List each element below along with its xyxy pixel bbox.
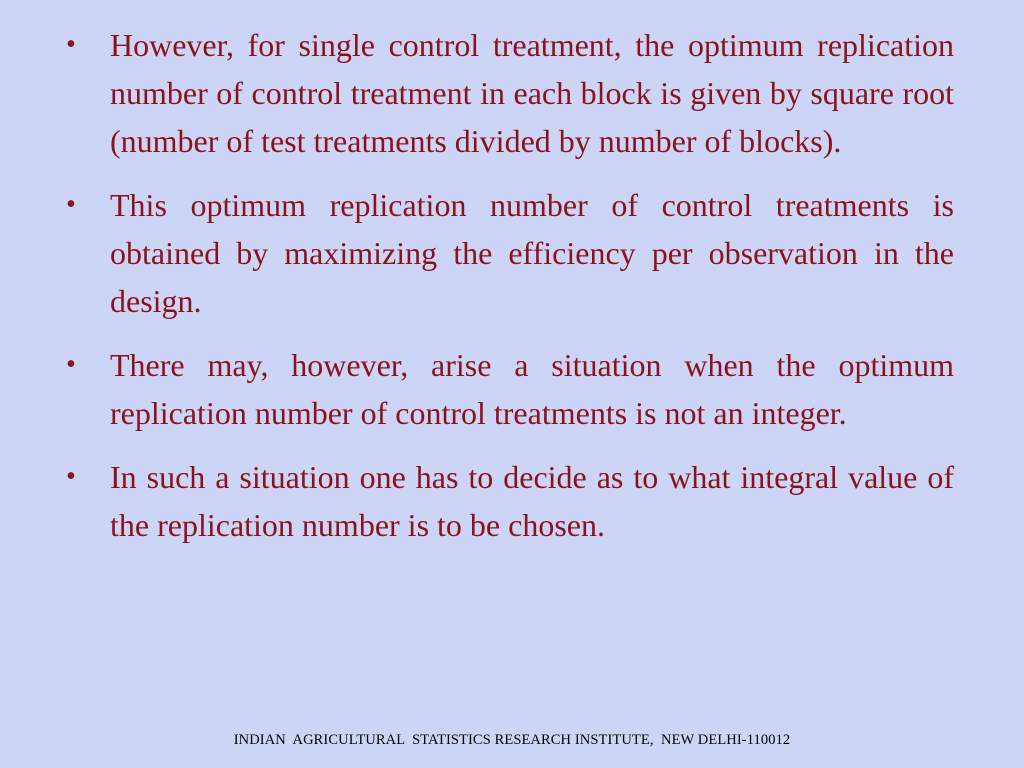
bullet-text: However, for single control treatment, the optimum replication number of control treatment in each block is given by square root (number of test treatments divided by number of blocks).	[110, 27, 954, 159]
bullet-text: This optimum replication number of control treatments is obtained by maximizing the efficiency per observation in the design.	[110, 187, 954, 319]
bullet-icon: •	[66, 461, 76, 492]
bullet-icon: •	[66, 349, 76, 380]
bullet-icon: •	[66, 29, 76, 60]
bullet-list	[66, 21, 954, 565]
bullet-text: There may, however, arise a situation when the optimum replication number of control treatments is not an integer.	[110, 347, 954, 431]
bullet-icon: •	[66, 189, 76, 220]
bullet-item	[66, 341, 954, 437]
bullet-item	[66, 181, 954, 325]
bullet-item	[66, 21, 954, 165]
bullet-item	[66, 453, 954, 549]
footer-institute: INDIAN AGRICULTURAL STATISTICS RESEARCH INSTITUTE, NEW DELHI-110012	[233, 732, 791, 748]
bullet-text: In such a situation one has to decide as to what integral value of the replication number is to be chosen.	[110, 459, 954, 543]
